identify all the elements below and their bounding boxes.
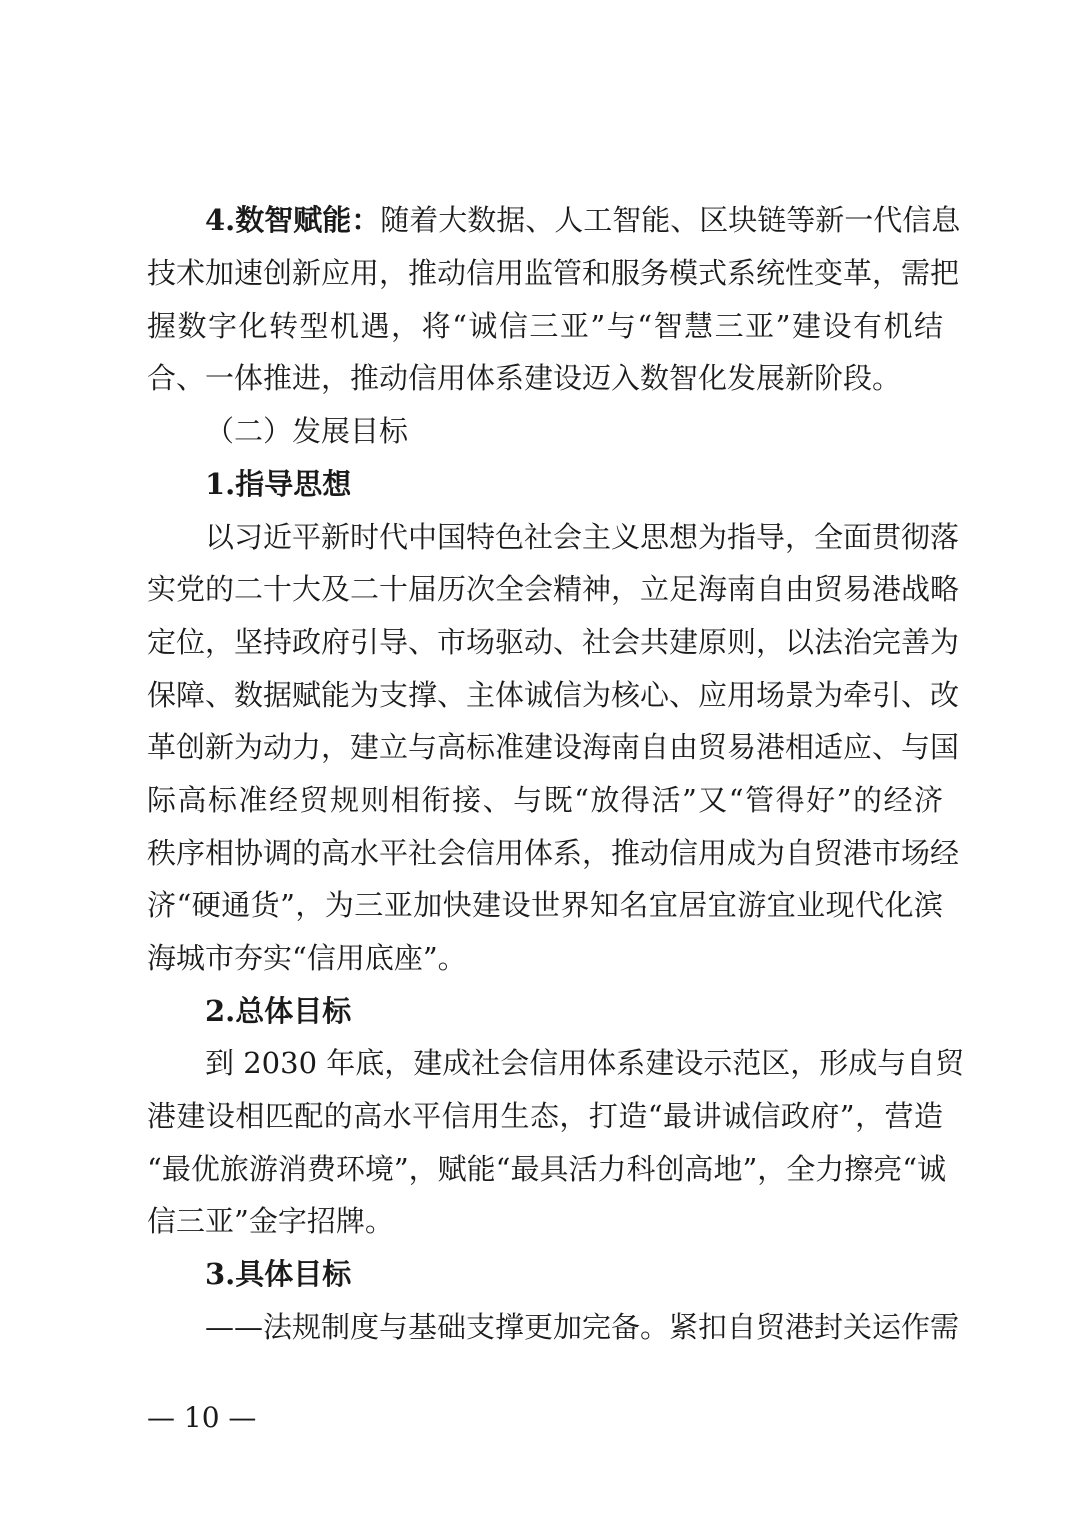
paragraph-line: 握数字化转型机遇，将“诚信三亚”与“智慧三亚”建设有机结 [147, 309, 943, 343]
page-number: — 10 — [147, 1401, 257, 1434]
paragraph-line: 际高标准经贸规则相衔接、与既“放得活”又“管得好”的经济 [147, 783, 943, 817]
paragraph-line: 港建设相匹配的高水平信用生态，打造“最讲诚信政府”，营造 [147, 1099, 943, 1133]
paragraph-line: 革创新为动力，建立与高标准建设海南自由贸易港相适应、与国 [147, 730, 960, 764]
paragraph-line: 保障、数据赋能为支撑、主体诚信为核心、应用场景为牵引、改 [147, 678, 960, 712]
paragraph-text: 随着大数据、人工智能、区块链等新一代信息 [380, 203, 961, 237]
subsection-heading: 3.具体目标 [205, 1257, 352, 1291]
paragraph-line: 以习近平新时代中国特色社会主义思想为指导，全面贯彻落 [205, 520, 960, 554]
subsection-heading: 1.指导思想 [205, 467, 352, 501]
paragraph-line: 海城市夯实“信用底座”。 [147, 941, 467, 975]
section-lead: 4.数智赋能： [205, 203, 381, 237]
section-heading: （二）发展目标 [205, 414, 409, 448]
paragraph-line: “最优旅游消费环境”，赋能“最具活力科创高地”，全力擦亮“诚 [147, 1152, 947, 1186]
paragraph-line: 到 2030 年底，建成社会信用体系建设示范区，形成与自贸 [205, 1046, 965, 1080]
paragraph-line: 信三亚”金字招牌。 [147, 1204, 394, 1238]
paragraph-line: 秩序相协调的高水平社会信用体系，推动信用成为自贸港市场经 [147, 836, 960, 870]
subsection-heading: 2.总体目标 [205, 994, 352, 1028]
paragraph-line: 合、一体推进，推动信用体系建设迈入数智化发展新阶段。 [147, 361, 902, 395]
paragraph-line: 济“硬通货”，为三亚加快建设世界知名宜居宜游宜业现代化滨 [147, 888, 943, 922]
paragraph-line: 技术加速创新应用，推动信用监管和服务模式系统性变革，需把 [147, 256, 960, 290]
paragraph-line: 实党的二十大及二十届历次全会精神，立足海南自由贸易港战略 [147, 572, 960, 606]
paragraph-line [205, 200, 961, 240]
paragraph-line: ——法规制度与基础支撑更加完备。紧扣自贸港封关运作需 [205, 1310, 960, 1344]
paragraph-line: 定位，坚持政府引导、市场驱动、社会共建原则，以法治完善为 [147, 625, 960, 659]
